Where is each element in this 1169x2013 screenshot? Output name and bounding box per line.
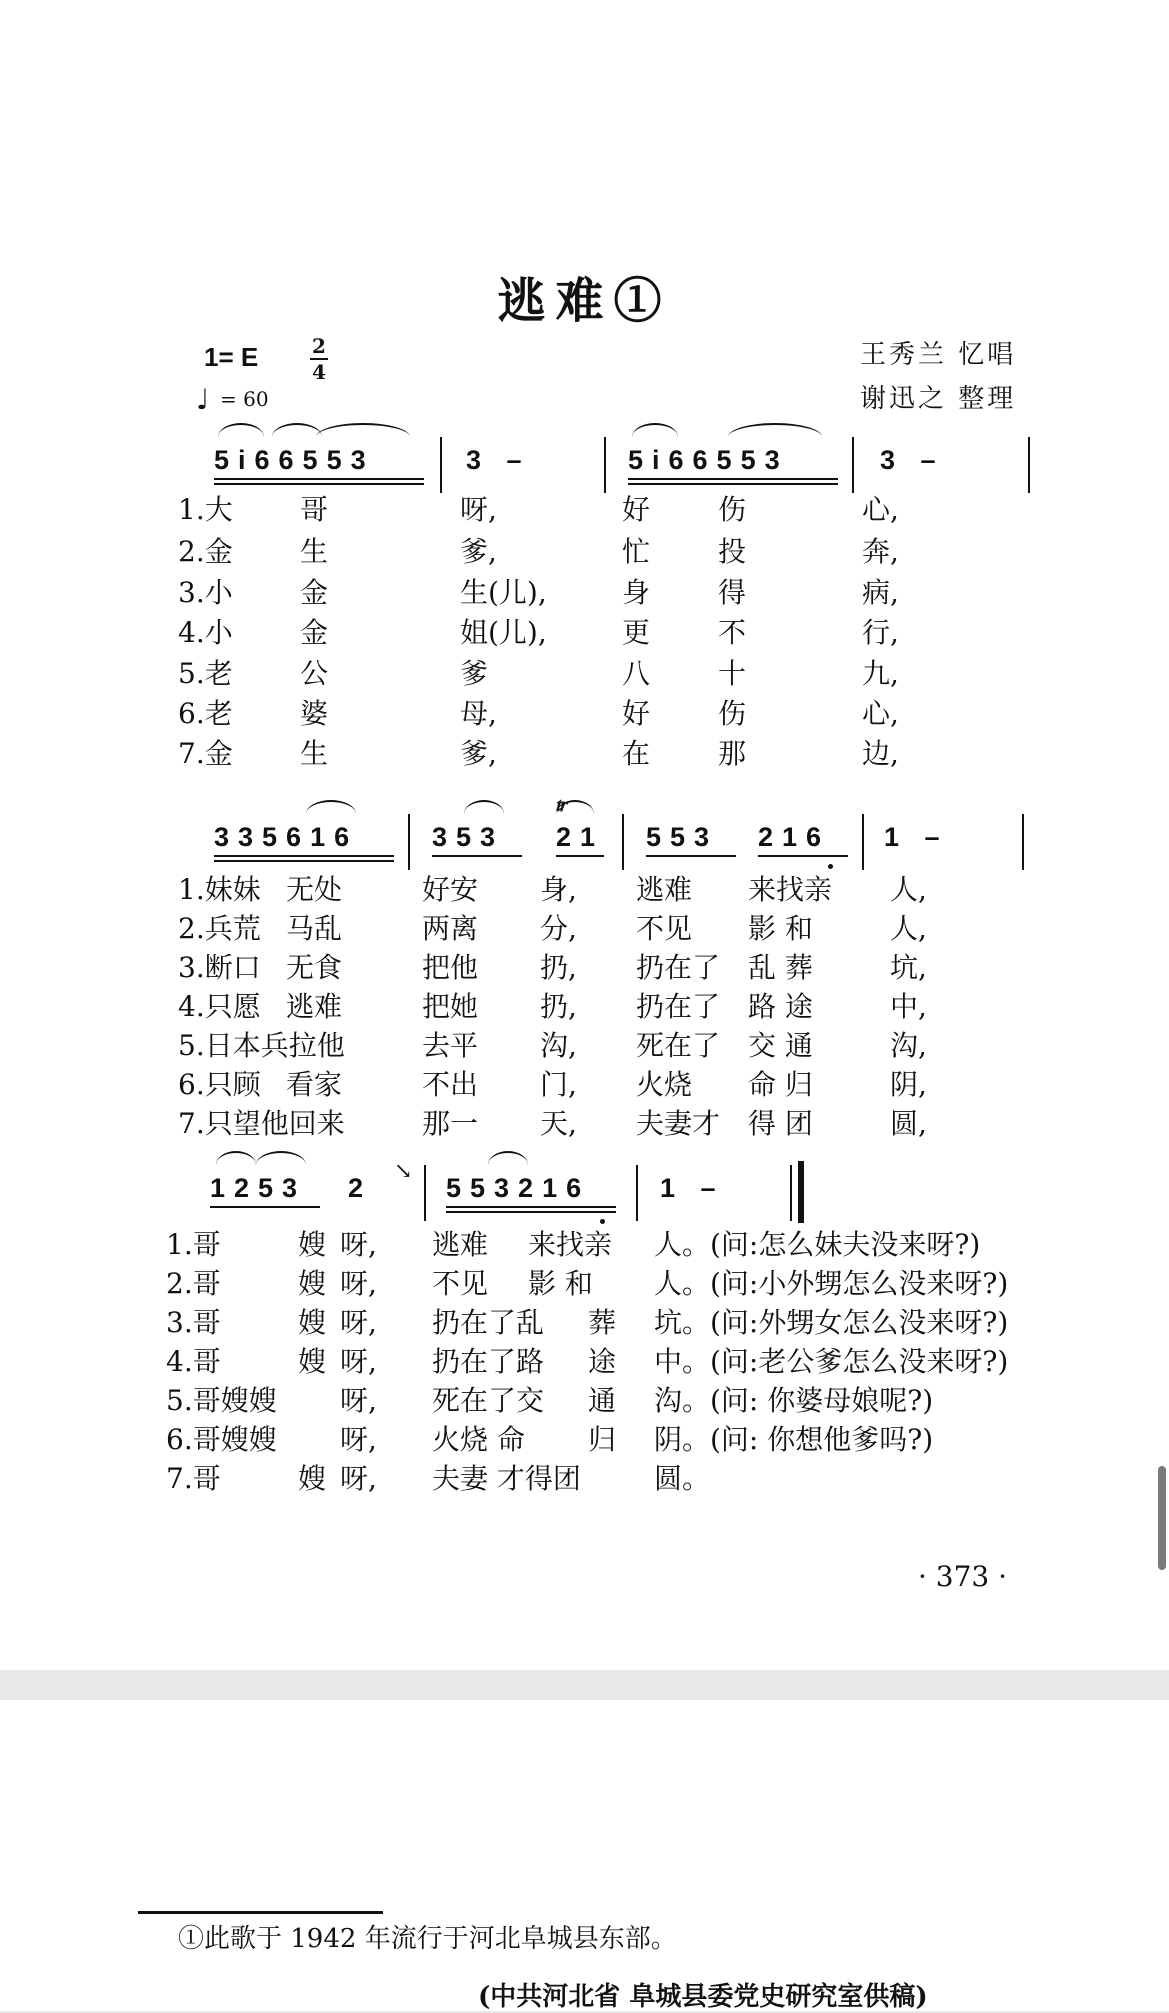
slur [632, 423, 678, 437]
score-line-2 [0, 792, 1169, 860]
slur [488, 1151, 528, 1165]
source-credit: (中共河北省 阜城县委党史研究室供稿) [478, 1982, 928, 2012]
lyric-row: 5.哥嫂嫂 呀, 死在了交 通 沟。(问: 你婆母娘呢?) [166, 1384, 934, 1417]
underline [214, 855, 394, 857]
slur [218, 423, 264, 437]
measure-notes: 553216 [446, 1173, 591, 1203]
key-signature: 1= E [204, 342, 259, 372]
measure-notes: 1 – [884, 822, 949, 852]
footnote-divider [138, 1911, 383, 1914]
slur [216, 1151, 256, 1165]
measure-notes: 553 [646, 822, 719, 852]
barline [622, 814, 624, 870]
underline [646, 855, 736, 857]
lyric-row: 5.老 公 爹 八 十 九, [178, 657, 899, 690]
page-number: · 373 · [918, 1560, 1008, 1593]
slur [272, 423, 322, 437]
lyric-row: 3.小 金 生(儿), 身 得 病, [178, 576, 899, 609]
measure-notes: 2 [348, 1173, 373, 1203]
barline [862, 814, 864, 870]
underline [446, 1211, 616, 1213]
barline [424, 1165, 426, 1221]
lyric-row: 1.妹妹 无处 好安 身, 逃难 来找亲 人, [178, 873, 927, 906]
lyric-row: 2.哥 嫂 呀, 不见 影 和 人。(问:小外甥怎么没来呀?) [166, 1267, 1009, 1300]
lyric-row: 7.只望他回来 那一 天, 夫妻才 得 团 圆, [178, 1107, 927, 1140]
underline [556, 855, 604, 857]
lyric-row: 4.小 金 姐(儿), 更 不 行, [178, 616, 899, 649]
score-line-1 [0, 437, 1169, 483]
lyric-row: 3.断口 无食 把他 扔, 扔在了 乱 葬 坑, [178, 951, 927, 984]
lyric-row: 1.哥 嫂 呀, 逃难 来找亲 人。(问:怎么妹夫没来呀?) [166, 1228, 981, 1261]
measure-notes: 1 – [660, 1173, 725, 1203]
score-line-3 [0, 1159, 1169, 1211]
lyric-row: 3.哥 嫂 呀, 扔在了乱 葬 坑。(问:外甥女怎么没来呀?) [166, 1306, 1009, 1339]
underline [214, 860, 394, 862]
underline [214, 483, 424, 485]
quarter-note-icon: ♩ [196, 383, 210, 416]
singer-credit: 王秀兰 忆唱 [860, 340, 1017, 370]
slur [306, 800, 356, 814]
underline [432, 855, 522, 857]
slur [256, 1151, 306, 1165]
time-signature-bottom: 4 [312, 360, 326, 384]
low-octave-dot [600, 1219, 605, 1224]
underline [628, 483, 838, 485]
measure-notes: 353 [432, 822, 505, 852]
slur [728, 423, 822, 437]
ornament-icon: 𝆖 [556, 792, 568, 816]
barline [604, 437, 606, 493]
lyric-row: 7.金 生 爹, 在 那 边, [178, 737, 899, 770]
tempo: = 60 [220, 387, 269, 411]
measure-notes: 5i66553 [214, 445, 375, 475]
barline [852, 437, 854, 493]
measure-notes: 335616 [214, 822, 359, 852]
barline [440, 437, 442, 493]
slur [464, 800, 504, 814]
measure-notes: 5i66553 [628, 445, 789, 475]
underline [214, 478, 424, 480]
song-title: 逃难① [497, 273, 672, 329]
lyric-row: 1.大 哥 呀, 好 伤 心, [178, 493, 899, 526]
lyric-row: 6.老 婆 母, 好 伤 心, [178, 697, 899, 730]
final-barline-thin [790, 1165, 792, 1221]
measure-notes: 3 – [466, 445, 531, 475]
barline [1022, 814, 1024, 870]
underline [628, 478, 838, 480]
lyric-row: 7.哥 嫂 呀, 夫妻 才得团 圆。 [166, 1462, 711, 1495]
lyric-row: 6.只顾 看家 不出 门, 火烧 命 归 阴, [178, 1068, 927, 1101]
lyric-row: 4.只愿 逃难 把她 扔, 扔在了 路 途 中, [178, 990, 927, 1023]
measure-notes: 21 [556, 822, 605, 852]
underline [758, 855, 848, 857]
slur [316, 423, 410, 437]
measure-notes: 216 [758, 822, 831, 852]
underline [210, 1206, 320, 1208]
measure-notes: 3 – [880, 445, 945, 475]
barline [636, 1165, 638, 1221]
low-octave-dot [828, 864, 833, 869]
lyric-row: 5.日本兵拉他 去平 沟, 死在了 交 通 沟, [178, 1029, 927, 1062]
measure-notes: 1253 [210, 1173, 307, 1203]
footnote: ①此歌于 1942 年流行于河北阜城县东部。 [178, 1924, 677, 1954]
lyric-row: 2.金 生 爹, 忙 投 奔, [178, 535, 899, 568]
time-signature-top: 2 [312, 334, 326, 358]
slide-arrow-icon: ↘ [394, 1159, 413, 1184]
lyric-row: 6.哥嫂嫂 呀, 火烧 命 归 阴。(问: 你想他爹吗?) [166, 1423, 934, 1456]
lyric-row: 2.兵荒 马乱 两离 分, 不见 影 和 人, [178, 912, 927, 945]
underline [446, 1206, 616, 1208]
scrollbar-thumb[interactable] [1158, 1466, 1166, 1570]
barline [408, 814, 410, 870]
arranger-credit: 谢迅之 整理 [860, 384, 1017, 414]
lyric-row: 4.哥 嫂 呀, 扔在了路 途 中。(问:老公爹怎么没来呀?) [166, 1345, 1009, 1378]
barline [1028, 437, 1030, 493]
final-barline-thick [798, 1161, 804, 1223]
footnote-page [0, 1700, 1169, 2011]
